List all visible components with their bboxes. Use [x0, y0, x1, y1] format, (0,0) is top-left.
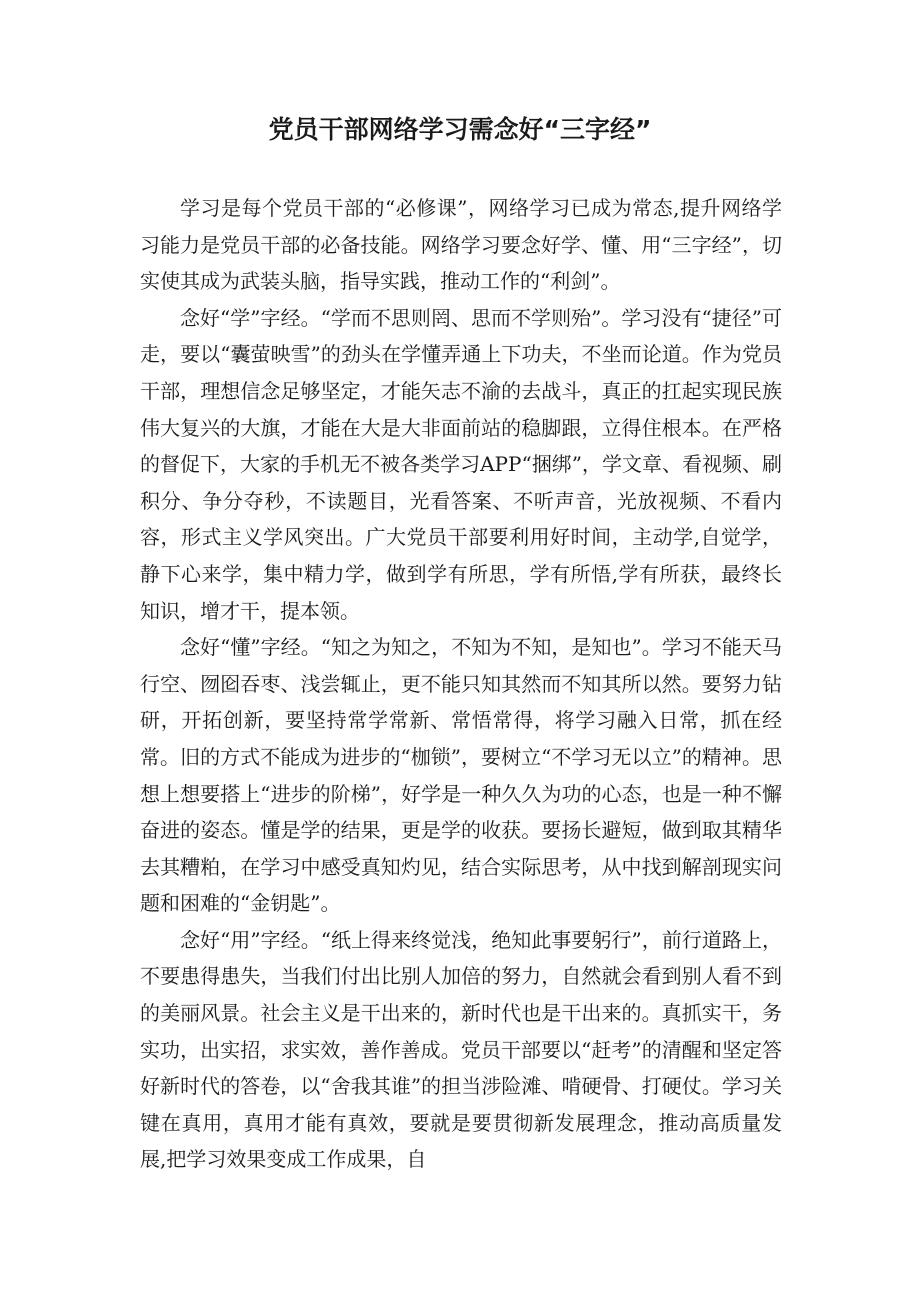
paragraph-dong: 念好“懂”字经。“知之为知之，不知为不知，是知也”。学习不能天马行空、囫囵吞枣、浅尝辄止，更不能只知其然而不知其所以然。要努力钻研，开拓创新，要坚持常学常新、常悟常得，将学习融入日常，抓在经常。旧的方式不能成为进步的“枷锁”，要树立“不学习无以立”的精神。思想上想要搭上“进步的阶梯”，好学是一种久久为功的心态，也是一种不懈奋进的姿态。懂是学的结果，更是学的收获。要扬长避短，做到取其精华去其糟粕，在学习中感受真知灼见，结合实际思考，从中找到解剖现实问题和困难的“金钥匙”。 — [140, 635, 782, 916]
document-title: 党员干部网络学习需念好“三字经” — [268, 115, 652, 144]
paragraph-intro: 学习是每个党员干部的“必修课”，网络学习已成为常态,提升网络学习能力是党员干部的必备技能。网络学习要念好学、懂、用“三字经”，切实使其成为武装头脑，指导实践，推动工作的“利剑”。 — [140, 196, 782, 294]
paragraph-xue: 念好“学”字经。“学而不思则罔、思而不学则殆”。学习没有“捷径”可走，要以“囊萤映雪”的劲头在学懂弄通上下功夫，不坐而论道。作为党员干部，理想信念足够坚定，才能矢志不渝的去战斗，真正的扛起实现民族伟大复兴的大旗，才能在大是大非面前站的稳脚跟，立得住根本。在严格的督促下，大家的手机无不被各类学习APP“捆绑”，学文章、看视频、刷积分、争分夺秒，不读题目，光看答案、不听声音，光放视频、不看内容，形式主义学风突出。广大党员干部要利用好时间，主动学,自觉学，静下心来学，集中精力学，做到学有所思，学有所悟,学有所获，最终长知识，增才干，提本领。 — [140, 305, 782, 623]
document-body — [140, 190, 782, 1178]
paragraph-yong: 念好“用”字经。“纸上得来终觉浅，绝知此事要躬行”，前行道路上，不要患得患失，当我们付出比别人加倍的努力，自然就会看到别人看不到的美丽风景。社会主义是干出来的，新时代也是干出来的。真抓实干，务实功，出实招，求实效，善作善成。党员干部要以“赶考”的清醒和坚定答好新时代的答卷，以“舍我其谁”的担当涉险滩、啃硬骨、打硬仗。学习关键在真用，真用才能有真效，要就是要贯彻新发展理念，推动高质量发展,把学习效果变成工作成果，自 — [140, 927, 782, 1172]
